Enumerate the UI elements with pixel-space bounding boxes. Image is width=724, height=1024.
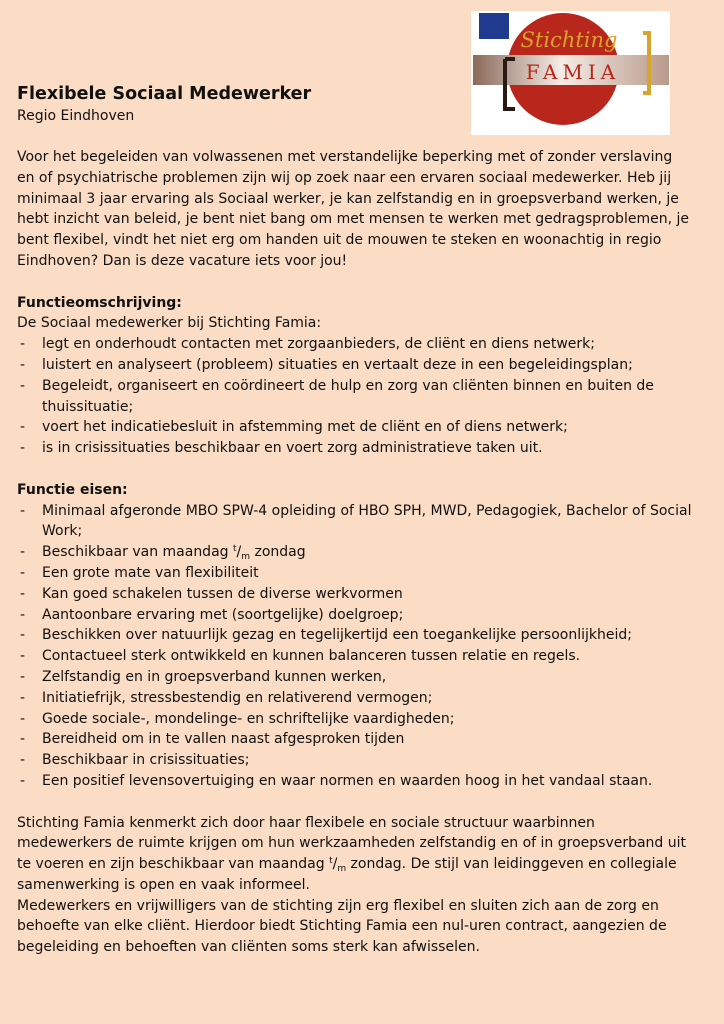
list-item: - Aantoonbare ervaring met (soortgelijke) doelgroep;: [17, 605, 693, 626]
list-item: - Begeleidt, organiseert en coördineert de hulp en zorg van cliënten binnen en buiten de thuissituatie;: [17, 376, 693, 418]
closing-p1-before: Stichting Famia kenmerkt zich door haar flexibele en sociale structuur waarbinnen medewerkers de ruimte krijgen om hun werkzaamheden zelfstandig en of in groepsverband uit te voeren en zijn beschikbaar van maandag: [17, 814, 687, 873]
availability-sub: m: [241, 552, 251, 563]
functieomschrijving-list: [17, 334, 693, 459]
availability-slash: /: [236, 544, 242, 561]
job-title: Flexibele Sociaal Medewerker: [17, 84, 312, 104]
closing-p1-slash: /: [332, 856, 338, 873]
list-item: - legt en onderhoudt contacten met zorgaanbieders, de cliënt en diens netwerk;: [17, 334, 693, 355]
logo-text-top: Stichting: [520, 28, 618, 52]
list-item: - Contactueel sterk ontwikkeld en kunnen balanceren tussen relatie en regels.: [17, 646, 693, 667]
closing-p1-sub: m: [337, 864, 347, 875]
list-item: - voert het indicatiebesluit in afstemming met de cliënt en of diens netwerk;: [17, 417, 693, 438]
availability-after: zondag: [250, 544, 306, 561]
functieomschrijving-lead: De Sociaal medewerker bij Stichting Famia:: [17, 315, 322, 332]
closing-paragraph-2: Medewerkers en vrijwilligers van de stichting zijn erg flexibel en sluiten zich aan de zorg en behoefte van elke cliënt. Hierdoor biedt Stichting Famia een nul-uren contract, aangezien de begeleiding en behoeften van cliënten soms sterk kan afwisselen.: [17, 897, 667, 956]
list-item: - Een positief levensovertuiging en waar normen en waarden hoog in het vandaal staan.: [17, 771, 693, 792]
list-item: - Beschikken over natuurlijk gezag en tegelijkertijd een toegankelijke persoonlijkheid;: [17, 625, 693, 646]
list-item: - Beschikbaar in crisissituaties;: [17, 750, 693, 771]
job-description: [17, 147, 693, 958]
list-item: - luistert en analyseert (probleem) situaties en vertaalt deze in een begeleidingsplan;: [17, 355, 693, 376]
list-item: - is in crisissituaties beschikbaar en voert zorg administratieve taken uit.: [17, 438, 693, 459]
logo-text-main: FAMIA: [525, 60, 621, 84]
closing-p1-after: zondag. De stijl van leidinggeven en collegiale samenwerking is open en vaak informeel.: [17, 856, 677, 893]
list-item: - Kan goed schakelen tussen de diverse werkvormen: [17, 584, 693, 605]
list-item: - Een grote mate van flexibiliteit: [17, 563, 693, 584]
list-item: - Goede sociale-, mondelinge- en schriftelijke vaardigheden;: [17, 709, 693, 730]
intro-paragraph: Voor het begeleiden van volwassenen met verstandelijke beperking met of zonder verslaving en of psychiatrische problemen zijn wij op zoek naar een ervaren sociaal medewerker. Heb jij minimaal 3 jaar ervaring als Sociaal werker, je kan zelfstandig en in groepsverband werken, je hebt inzicht van beleid, je bent niet bang om met mensen te werken met gedragsproblemen, je bent flexibel, vindt het niet erg om handen uit de mouwen te steken en woonachtig in regio Eindhoven? Dan is deze vacature iets voor jou!: [17, 149, 689, 269]
list-item: - Minimaal afgeronde MBO SPW-4 opleiding of HBO SPH, MWD, Pedagogiek, Bachelor of Social Work;: [17, 501, 693, 543]
functieomschrijving-heading: Functieomschrijving:: [17, 294, 182, 311]
eisen-list: [17, 501, 693, 792]
availability-before: Beschikbaar van maandag: [42, 544, 233, 561]
availability-sup: t: [233, 544, 237, 555]
list-item: - Zelfstandig en in groepsverband kunnen werken,: [17, 667, 693, 688]
list-item-availability: [17, 542, 693, 563]
logo-blue-block: [479, 13, 509, 39]
closing-paragraph-1: [17, 813, 693, 896]
list-item: - Initiatiefrijk, stressbestendig en relativerend vermogen;: [17, 688, 693, 709]
closing-p1-sup: t: [329, 856, 333, 867]
list-item: - Bereidheid om in te vallen naast afgesproken tijden: [17, 729, 693, 750]
job-region: Regio Eindhoven: [17, 108, 135, 124]
eisen-heading: Functie eisen:: [17, 481, 128, 498]
job-header: [17, 83, 617, 127]
